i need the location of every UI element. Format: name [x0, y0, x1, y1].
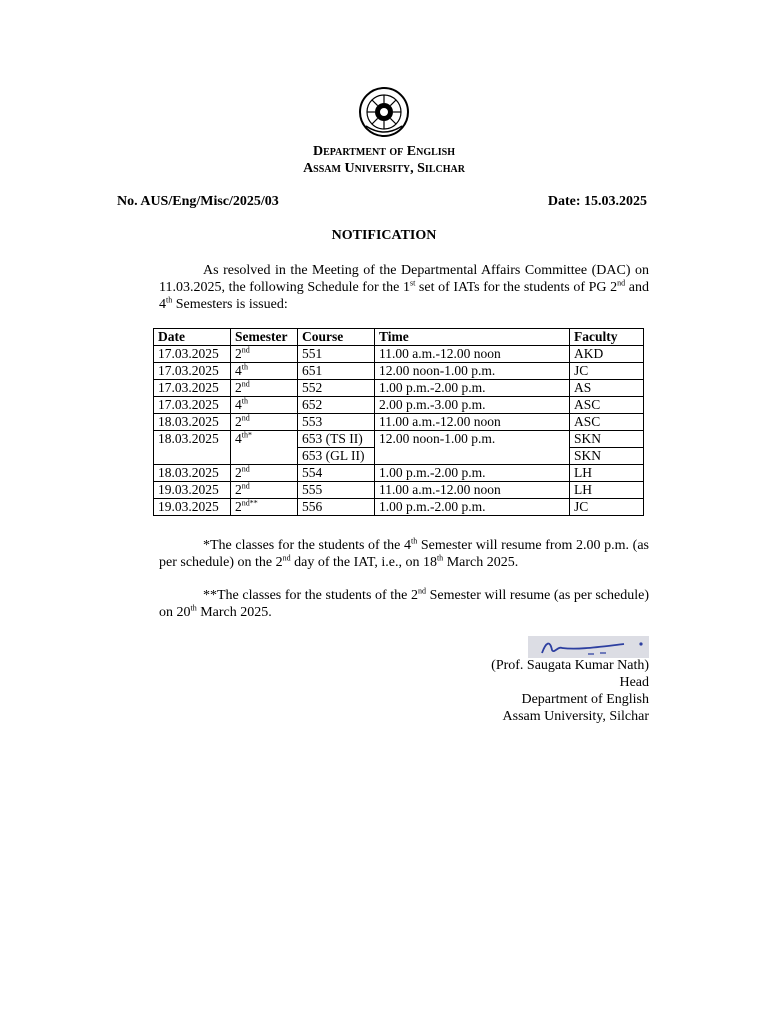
table-header-row [154, 329, 644, 346]
cell-faculty: LH [570, 465, 644, 482]
cell-semester: $4^{th*}$ [231, 431, 298, 465]
table-row [154, 346, 644, 363]
cell-date: 18.03.2025 [154, 465, 231, 482]
cell-faculty: JC [570, 499, 644, 516]
issue-date: Date: 15.03.2025 [547, 194, 647, 209]
cell-course: 551 [298, 346, 375, 363]
cell-faculty: SKN [570, 431, 644, 448]
cell-semester: $2^{nd**}$ [231, 499, 298, 516]
footnote-fourth-semester: *The classes for the students of the 4th Semester will resume from 2.00 p.m. (as per schedule) on the 2nd day of the IAT, i.e., on 18th March 2025. [159, 536, 649, 570]
university-name: Assam University, Silchar [303, 161, 465, 176]
table-row [154, 465, 644, 482]
col-header-time: Time [375, 329, 570, 346]
cell-course: 556 [298, 499, 375, 516]
cell-semester: 4th [231, 397, 298, 414]
cell-semester: 4th [231, 363, 298, 380]
cell-faculty: SKN [570, 448, 644, 465]
signatory-university: Assam University, Silchar [502, 709, 649, 724]
cell-faculty: AKD [570, 346, 644, 363]
col-header-faculty: Faculty [570, 329, 644, 346]
cell-faculty: ASC [570, 414, 644, 431]
cell-semester: 2nd [231, 380, 298, 397]
cell-course: 653 (GL II) [298, 448, 375, 465]
signatory-department: Department of English [521, 692, 649, 707]
cell-date: 19.03.2025 [154, 499, 231, 516]
table-row [154, 397, 644, 414]
col-header-date: Date [154, 329, 231, 346]
university-emblem-icon [358, 86, 410, 138]
table-row [154, 482, 644, 499]
reference-number: No. AUS/Eng/Misc/2025/03 [117, 194, 279, 209]
table-row [154, 499, 644, 516]
table-row [154, 363, 644, 380]
department-name: Department of English [312, 144, 456, 159]
cell-time: 1.00 p.m.-2.00 p.m. [375, 499, 570, 516]
cell-semester: 2nd [231, 482, 298, 499]
cell-course: 653 (TS II) [298, 431, 375, 448]
cell-course: 554 [298, 465, 375, 482]
intro-paragraph: As resolved in the Meeting of the Departmental Affairs Committee (DAC) on 11.03.2025, the following Schedule for the 1st set of IATs for the students of PG 2nd and 4th Semesters is issued: [159, 263, 649, 312]
table-row [154, 414, 644, 431]
footnote-second-semester: **The classes for the students of the 2nd Semester will resume (as per schedule) on 20th March 2025. [159, 586, 649, 620]
cell-semester: 2nd [231, 414, 298, 431]
table-row [154, 380, 644, 397]
signature-image [528, 636, 649, 658]
cell-date: 17.03.2025 [154, 363, 231, 380]
page-title: NOTIFICATION [331, 228, 437, 243]
cell-semester: 2nd [231, 346, 298, 363]
cell-course: 651 [298, 363, 375, 380]
cell-faculty: JC [570, 363, 644, 380]
cell-date: 18.03.2025 [154, 431, 231, 465]
cell-date: 17.03.2025 [154, 380, 231, 397]
signatory-name: (Prof. Saugata Kumar Nath) [491, 658, 649, 673]
cell-time: 12.00 noon-1.00 p.m. [375, 431, 570, 465]
cell-course: 552 [298, 380, 375, 397]
table-row [154, 431, 644, 448]
cell-course: 555 [298, 482, 375, 499]
cell-time: 1.00 p.m.-2.00 p.m. [375, 465, 570, 482]
cell-time: 2.00 p.m.-3.00 p.m. [375, 397, 570, 414]
schedule-table [153, 328, 644, 516]
cell-date: 18.03.2025 [154, 414, 231, 431]
cell-time: 12.00 noon-1.00 p.m. [375, 363, 570, 380]
col-header-semester: Semester [231, 329, 298, 346]
cell-date: 17.03.2025 [154, 346, 231, 363]
cell-time: 1.00 p.m.-2.00 p.m. [375, 380, 570, 397]
cell-semester: 2nd [231, 465, 298, 482]
cell-time: 11.00 a.m.-12.00 noon [375, 482, 570, 499]
cell-time: 11.00 a.m.-12.00 noon [375, 346, 570, 363]
signatory-block [491, 657, 649, 725]
cell-faculty: AS [570, 380, 644, 397]
cell-faculty: ASC [570, 397, 644, 414]
cell-time: 11.00 a.m.-12.00 noon [375, 414, 570, 431]
cell-date: 19.03.2025 [154, 482, 231, 499]
cell-faculty: LH [570, 482, 644, 499]
col-header-course: Course [298, 329, 375, 346]
cell-date: 17.03.2025 [154, 397, 231, 414]
signatory-designation: Head [619, 675, 649, 690]
cell-course: 553 [298, 414, 375, 431]
cell-course: 652 [298, 397, 375, 414]
